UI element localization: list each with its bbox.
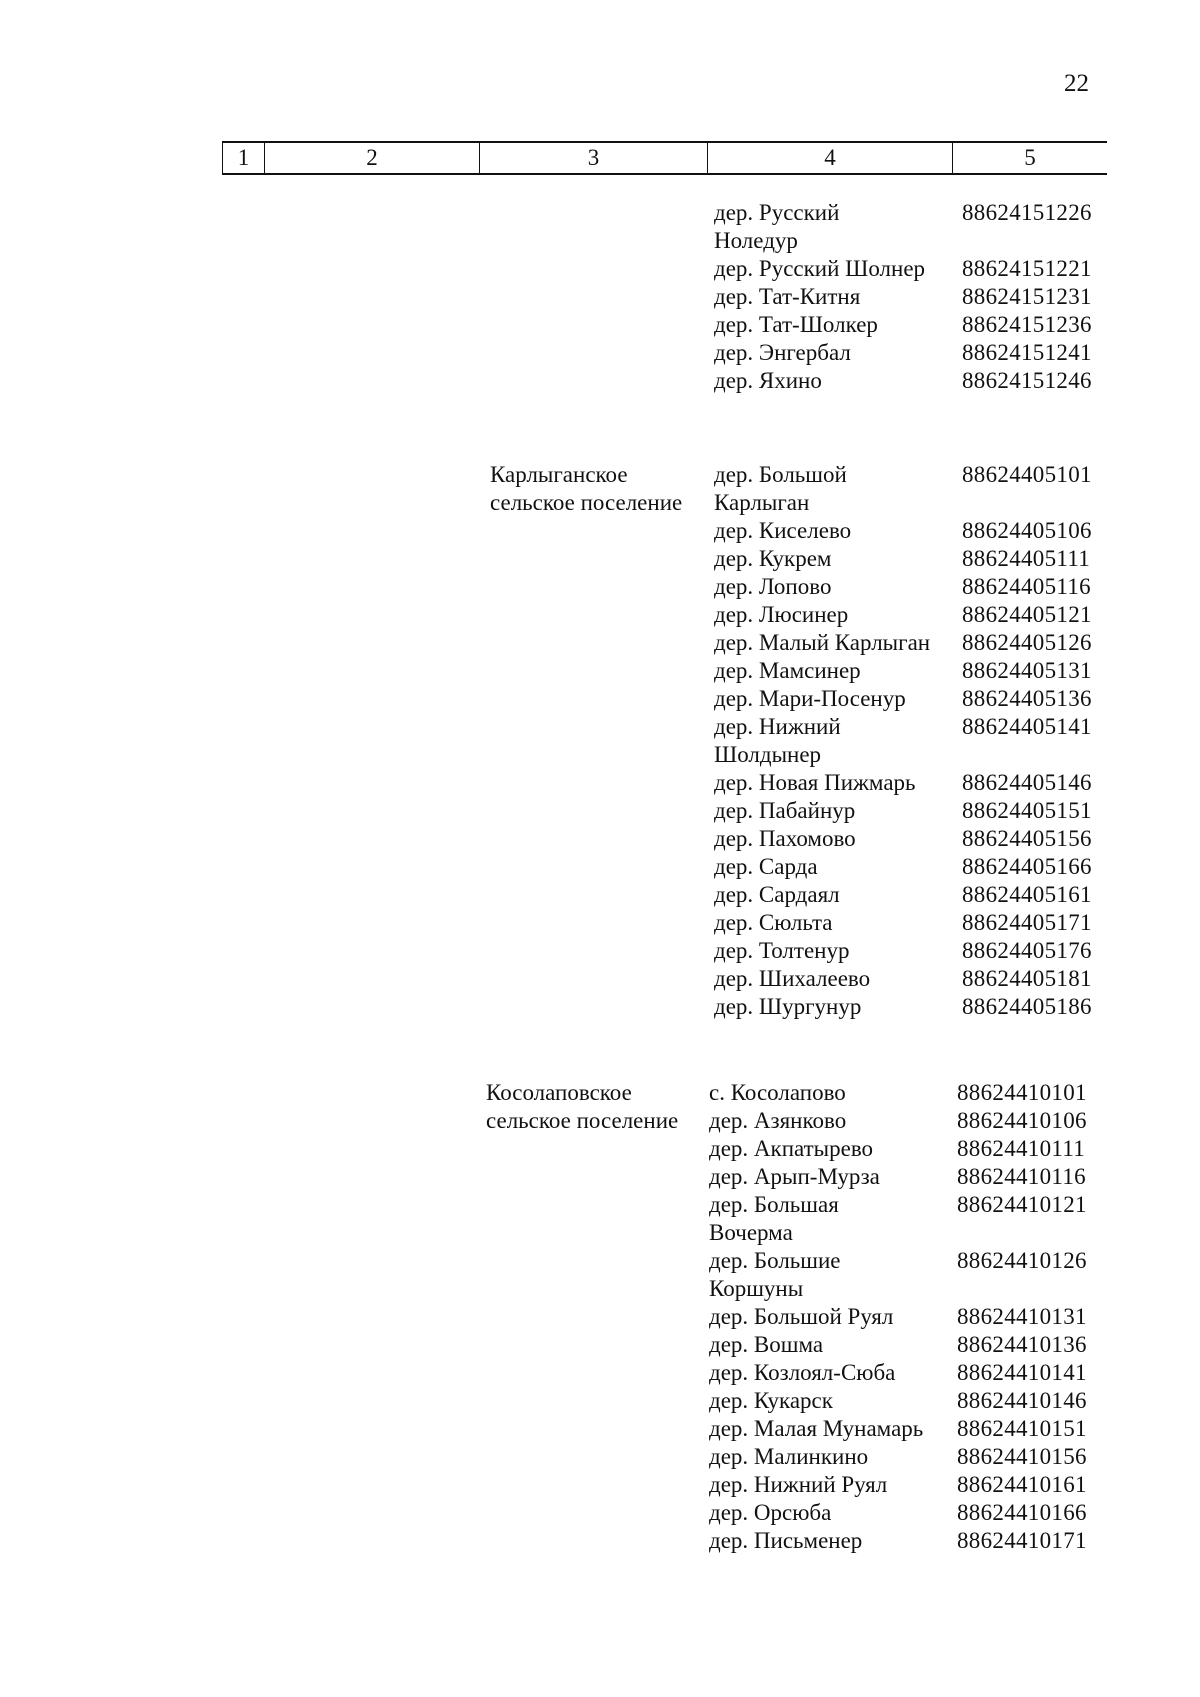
table-row [0,1415,1200,1443]
okato-code: 88624410146 [957,1388,1087,1413]
settlement-name-line: сельское поселение [490,490,683,515]
table-row [0,797,1200,825]
okato-code: 88624405136 [962,686,1092,711]
table-row [0,909,1200,937]
okato-code: 88624151246 [962,368,1092,393]
table-row [0,255,1200,283]
table-row [0,629,1200,657]
village-name: дер. Письменер [709,1528,863,1553]
table-row [0,993,1200,1021]
village-name: дер. Малинкино [709,1444,869,1469]
okato-code: 88624151236 [962,312,1092,337]
table-row [0,1107,1200,1135]
village-name: дер. Большой Руял [709,1304,894,1329]
okato-code: 88624405101 [962,462,1092,487]
table-row [0,461,1200,517]
page-number: 22 [1064,70,1089,97]
okato-code: 88624410106 [957,1108,1087,1133]
village-name: дер. Шургунур [714,994,862,1019]
village-name: дер. Новая Пижмарь [714,770,916,795]
village-name: дер. Тат-Китня [714,284,861,309]
header-col-2: 2 [265,143,480,173]
okato-code: 88624410171 [957,1528,1087,1553]
okato-code: 88624410101 [957,1080,1087,1105]
table-row [0,825,1200,853]
village-name: дер. Акпатырево [709,1136,874,1161]
settlement-name-line: сельское поселение [486,1108,679,1133]
table-row [0,1331,1200,1359]
table-row [0,1303,1200,1331]
okato-code: 88624405126 [962,630,1092,655]
table-row [0,713,1200,769]
village-name: дер. Пабайнур [714,798,856,823]
okato-code: 88624410151 [957,1416,1087,1441]
okato-code: 88624405156 [962,826,1092,851]
table-row [0,853,1200,881]
table-row [0,1135,1200,1163]
table-row [0,199,1200,255]
village-name: дер. Пахомово [714,826,856,851]
village-name: дер. Нижний Шолдынер [714,714,841,767]
village-name: дер. Люсинер [714,602,849,627]
village-name: дер. Энгербал [714,340,851,365]
village-name: дер. Арып-Мурза [709,1164,880,1189]
table-row [0,1247,1200,1303]
table-row [0,1079,1200,1107]
village-name: дер. Лопово [714,574,832,599]
village-name: дер. Большая Вочерма [709,1192,839,1245]
table-row [0,685,1200,713]
village-name: дер. Азянково [709,1108,847,1133]
okato-code: 88624405181 [962,966,1092,991]
table-row [0,937,1200,965]
okato-code: 88624405176 [962,938,1092,963]
village-name: дер. Тат-Шолкер [714,312,878,337]
okato-code: 88624410111 [957,1136,1086,1161]
table-row [0,1443,1200,1471]
table-row [0,517,1200,545]
table-row [0,881,1200,909]
okato-code: 88624405186 [962,994,1092,1019]
okato-code: 88624405141 [962,714,1092,739]
village-name: дер. Нижний Руял [709,1472,888,1497]
village-name: дер. Толтенур [714,938,850,963]
village-name: дер. Мамсинер [714,658,861,683]
table-row [0,601,1200,629]
table-row [0,1387,1200,1415]
okato-code: 88624151221 [962,256,1092,281]
okato-code: 88624405121 [962,602,1092,627]
village-name: дер. Русский Шолнер [714,256,926,281]
okato-code: 88624405151 [962,798,1092,823]
okato-code: 88624405161 [962,882,1092,907]
table-row [0,1359,1200,1387]
village-name: дер. Сюльта [714,910,833,935]
okato-code: 88624410121 [957,1192,1087,1217]
table-row [0,1527,1200,1555]
village-name: дер. Кукрем [714,546,832,571]
header-col-1: 1 [223,143,265,173]
table-row [0,545,1200,573]
okato-code: 88624151231 [962,284,1092,309]
okato-code: 88624410161 [957,1472,1087,1497]
okato-code: 88624410141 [957,1360,1087,1385]
table-row [0,1471,1200,1499]
village-name: дер. Мари-Посенур [714,686,906,711]
village-name: дер. Сарда [714,854,818,879]
table-row [0,283,1200,311]
header-col-4: 4 [708,143,953,173]
table-row [0,1499,1200,1527]
table-row [0,339,1200,367]
okato-code: 88624410131 [957,1304,1087,1329]
village-name: дер. Шихалеево [714,966,871,991]
village-name: дер. Кукарск [709,1388,833,1413]
okato-code: 88624410166 [957,1500,1087,1525]
table-row [0,965,1200,993]
village-name: дер. Орсюба [709,1500,832,1525]
table-row [0,367,1200,395]
village-name: дер. Яхино [714,368,822,393]
village-name: дер. Вошма [709,1332,824,1357]
village-name: дер. Малый Карлыган [714,630,931,655]
header-col-3: 3 [480,143,708,173]
settlement-name-line: Косолаповское [486,1080,632,1105]
table-row [0,311,1200,339]
table-header [222,141,1107,175]
okato-code: 88624410126 [957,1248,1087,1273]
okato-code: 88624405131 [962,658,1092,683]
village-name: дер. Козлоял-Сюба [709,1360,896,1385]
village-name: дер. Киселево [714,518,852,543]
okato-code: 88624405116 [962,574,1091,599]
village-name: дер. Большой Карлыган [714,462,847,515]
okato-code: 88624410116 [957,1164,1086,1189]
village-name: дер. Малая Мунамарь [709,1416,924,1441]
okato-code: 88624410156 [957,1444,1087,1469]
okato-code: 88624151226 [962,200,1092,225]
okato-code: 88624405106 [962,518,1092,543]
okato-code: 88624405171 [962,910,1092,935]
village-name: дер. Сардаял [714,882,840,907]
village-name: с. Косолапово [709,1080,846,1105]
header-col-5: 5 [1024,145,1036,170]
okato-code: 88624405146 [962,770,1092,795]
okato-code: 88624410136 [957,1332,1087,1357]
table-row [0,1191,1200,1247]
village-name: дер. Большие Коршуны [709,1248,841,1301]
okato-code: 88624405111 [962,546,1091,571]
village-name: дер. Русский Ноледур [714,200,840,253]
table-row [0,1163,1200,1191]
table-row [0,573,1200,601]
table-row [0,769,1200,797]
okato-code: 88624405166 [962,854,1092,879]
settlement-name-line: Карлыганское [490,462,628,487]
okato-code: 88624151241 [962,340,1092,365]
table-row [0,657,1200,685]
